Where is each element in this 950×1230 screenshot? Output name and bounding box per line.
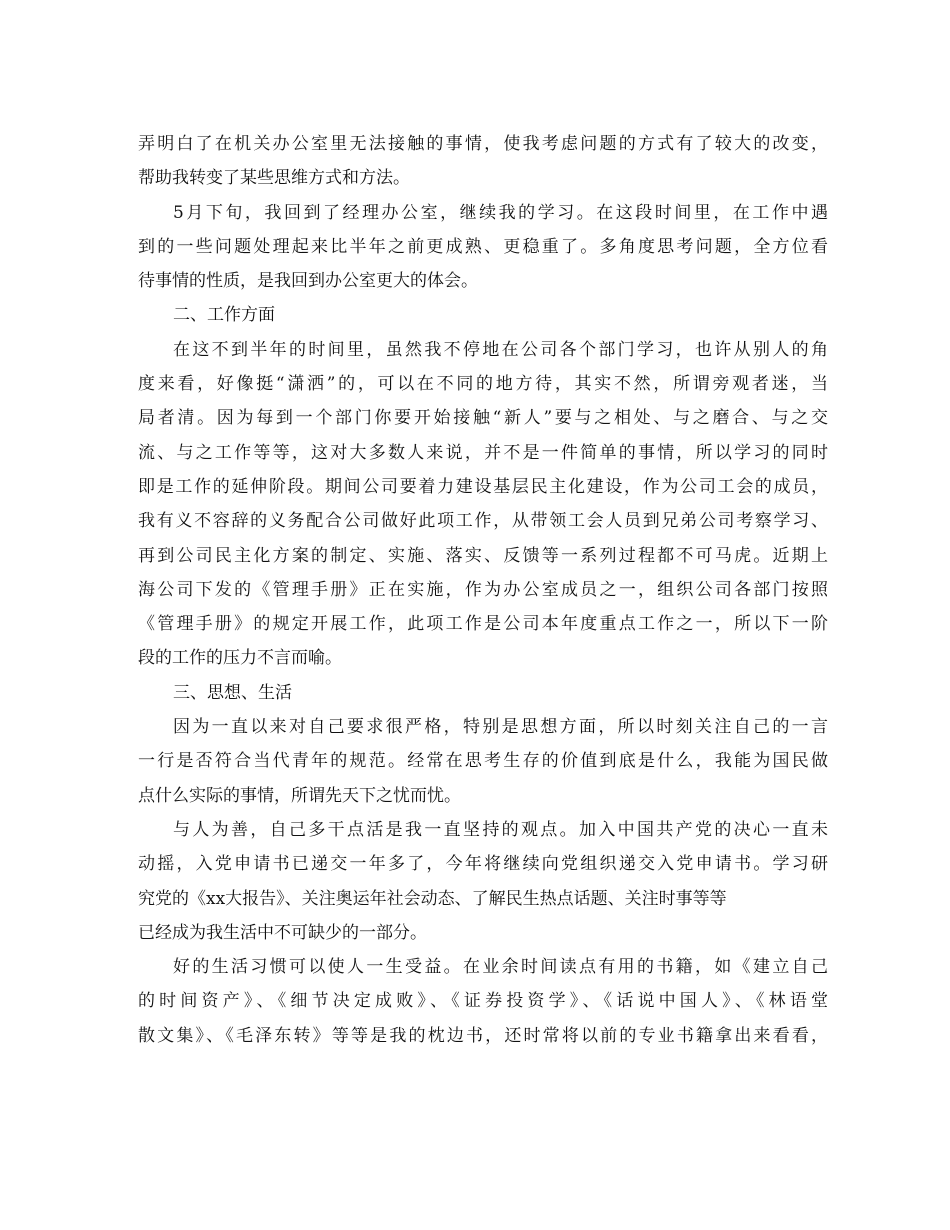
text-line: 究党的《xx大报告》、关注奥运年社会动态、了解民生热点话题、关注时事等等 — [138, 888, 727, 909]
text-line: 段的工作的压力不言而喻。 — [138, 648, 342, 669]
text-line: 一行是否符合当代青年的规范。经常在思考生存的价值到底是什么，我能为国民做 — [138, 751, 828, 772]
text-line: 度来看，好像挺“潇洒”的，可以在不同的地方待，其实不然，所谓旁观者迷，当 — [138, 374, 828, 395]
text-line: 与人为善，自己多干点活是我一直坚持的观点。加入中国共产党的决心一直未 — [173, 819, 828, 840]
text-line: 再到公司民主化方案的制定、实施、落实、反馈等一系列过程都不可马虎。近期上 — [138, 545, 828, 566]
text-line: 弄明白了在机关办公室里无法接触的事情，使我考虑问题的方式有了较大的改变， — [138, 134, 828, 154]
text-line: 《管理手册》的规定开展工作，此项工作是公司本年度重点工作之一，所以下一阶 — [138, 614, 828, 635]
section-heading: 三、思想、生活 — [173, 682, 292, 703]
text-line: 已经成为我生活中不可缺少的一部分。 — [138, 922, 427, 943]
text-line: 散文集》、《毛泽东转》等等是我的枕边书，还时常将以前的专业书籍拿出来看看， — [138, 1025, 828, 1046]
text-line: 好的生活习惯可以使人一生受益。在业余时间读点有用的书籍，如《建立自己 — [173, 957, 828, 978]
text-line: 5月下旬，我回到了经理办公室，继续我的学习。在这段时间里，在工作中遇 — [173, 202, 828, 223]
text-line: 海公司下发的《管理手册》正在实施，作为办公室成员之一，组织公司各部门按照 — [138, 579, 828, 600]
text-line: 到的一些问题处理起来比半年之前更成熟、更稳重了。多角度思考问题，全方位看 — [138, 236, 828, 257]
text-line: 我有义不容辞的义务配合公司做好此项工作，从带领工会人员到兄弟公司考察学习、 — [138, 511, 828, 532]
text-line: 即是工作的延伸阶段。期间公司要着力建设基层民主化建设，作为公司工会的成员， — [138, 476, 828, 497]
document-page — [138, 127, 828, 1053]
text-line: 在这不到半年的时间里，虽然我不停地在公司各个部门学习，也许从别人的角 — [173, 339, 828, 360]
text-line: 动摇，入党申请书已递交一年多了，今年将继续向党组织递交入党申请书。学习研 — [138, 854, 828, 875]
text-line: 因为一直以来对自己要求很严格，特别是思想方面，所以时刻关注自己的一言 — [173, 717, 828, 738]
text-line: 流、与之工作等等，这对大多数人来说，并不是一件简单的事情，所以学习的同时 — [138, 442, 828, 463]
text-line: 帮助我转变了某些思维方式和方法。 — [138, 168, 410, 189]
text-line: 的时间资产》、《细节决定成败》、《证券投资学》、《话说中国人》、《林语堂 — [138, 991, 828, 1012]
section-heading: 二、工作方面 — [173, 305, 275, 326]
text-line: 局者清。因为每到一个部门你要开始接触“新人”要与之相处、与之磨合、与之交 — [138, 408, 828, 429]
text-line: 点什么实际的事情，所谓先天下之忧而忧。 — [138, 785, 461, 806]
text-line: 待事情的性质，是我回到办公室更大的体会。 — [138, 271, 478, 292]
